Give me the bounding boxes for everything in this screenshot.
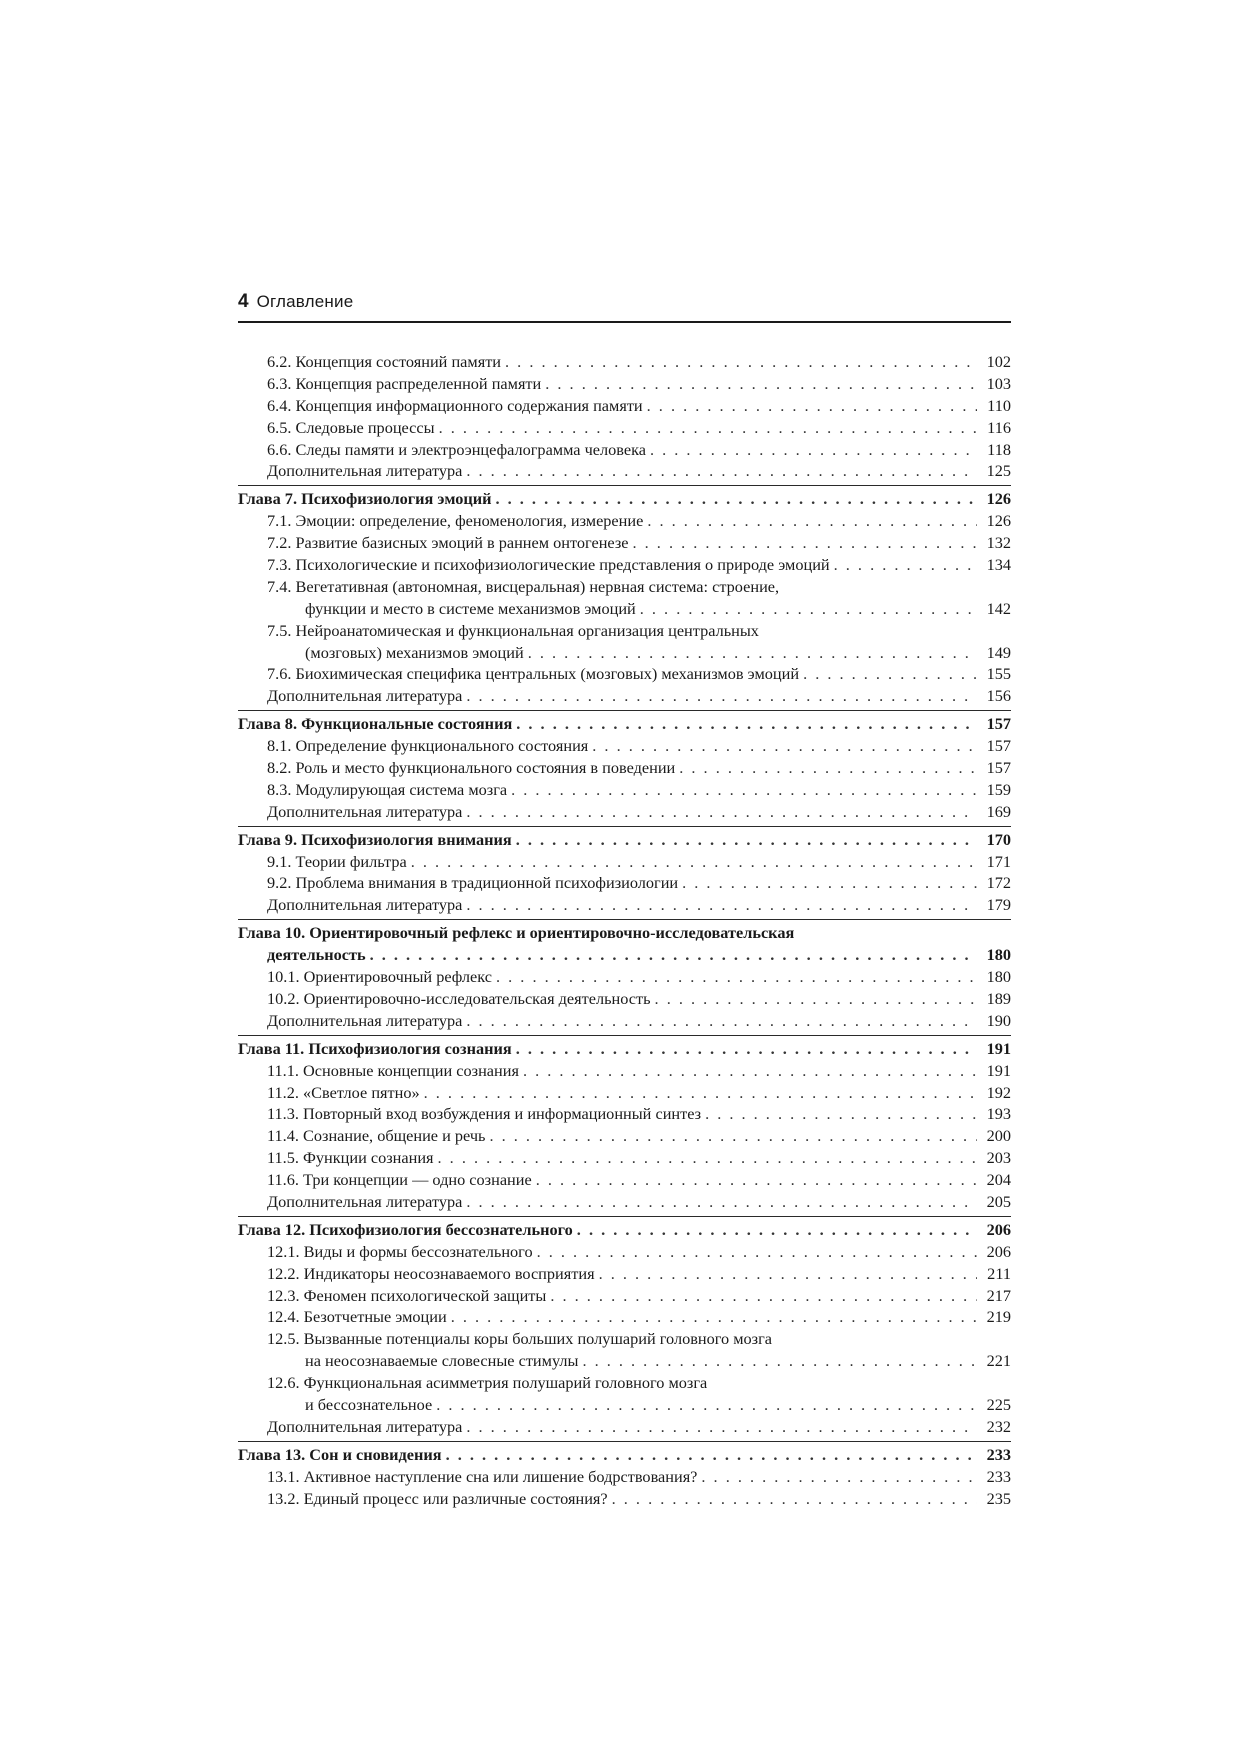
dot-leader	[682, 872, 977, 894]
toc-chapter-entry	[238, 713, 1011, 735]
toc-section	[238, 826, 1011, 917]
toc-entry-title: Дополнительная литература	[267, 1416, 463, 1436]
toc-entry	[238, 460, 1011, 482]
toc-entry-title: Дополнительная литература	[267, 895, 463, 915]
toc-entry-title: 12.2. Индикаторы неосознаваемого восприятия	[267, 1263, 595, 1283]
toc-entry-title: 11.5. Функции сознания	[267, 1148, 434, 1168]
dot-leader	[436, 1394, 977, 1416]
dot-leader	[424, 1082, 977, 1104]
toc-entry	[238, 1010, 1011, 1032]
toc-entry	[238, 966, 1011, 988]
toc-entry-title: Дополнительная литература	[267, 461, 463, 481]
toc-entry	[238, 417, 1011, 439]
toc-entry-title: функции и место в системе механизмов эмоций	[305, 598, 636, 618]
toc-entry-title: 9.1. Теории фильтра	[267, 851, 407, 871]
toc-entry	[238, 1372, 1011, 1394]
toc-entry-title: 12.3. Феномен психологической защиты	[267, 1285, 547, 1305]
toc-entry-title: 8.1. Определение функционального состояния	[267, 736, 589, 756]
dot-leader	[489, 1125, 977, 1147]
toc-entry	[238, 1488, 1011, 1510]
toc-entry	[238, 1350, 1011, 1372]
table-of-contents	[238, 351, 1011, 1509]
toc-page-number: 170	[986, 829, 1011, 849]
toc-entry	[238, 1125, 1011, 1147]
toc-entry-title: 11.2. «Светлое пятно»	[267, 1082, 420, 1102]
dot-leader	[496, 488, 978, 510]
toc-page-number: 232	[986, 1416, 1011, 1436]
toc-page-number: 217	[986, 1285, 1011, 1305]
dot-leader	[536, 1169, 977, 1191]
toc-page-number: 159	[986, 779, 1011, 799]
toc-section	[238, 1216, 1011, 1438]
toc-section	[238, 485, 1011, 707]
toc-page-number: 142	[986, 598, 1011, 618]
toc-page-number: 118	[987, 439, 1011, 459]
dot-leader	[647, 395, 977, 417]
toc-entry-title: 7.6. Биохимическая специфика центральных (мозговых) механизмов эмоций	[267, 664, 800, 684]
toc-entry	[238, 1147, 1011, 1169]
toc-entry	[238, 1285, 1011, 1307]
toc-entry	[238, 663, 1011, 685]
toc-page-number: 192	[986, 1082, 1011, 1102]
toc-entry	[238, 988, 1011, 1010]
toc-chapter-entry	[238, 944, 1011, 966]
dot-leader	[545, 373, 977, 395]
toc-section	[238, 919, 1011, 1031]
toc-page-number: 190	[986, 1010, 1011, 1030]
toc-page-number: 204	[986, 1170, 1011, 1190]
toc-entry-title: Дополнительная литература	[267, 1010, 463, 1030]
toc-page-number: 157	[986, 736, 1011, 756]
toc-entry-title: 13.1. Активное наступление сна или лишение бодрствования?	[267, 1466, 698, 1486]
toc-entry-title: 6.6. Следы памяти и электроэнцефалограмма человека	[267, 439, 646, 459]
toc-entry	[238, 757, 1011, 779]
toc-entry-title: Глава 13. Сон и сновидения	[238, 1444, 442, 1464]
toc-page-number: 149	[986, 642, 1011, 662]
toc-entry-title: 11.4. Сознание, общение и речь	[267, 1126, 486, 1146]
dot-leader	[451, 1306, 977, 1328]
dot-leader	[511, 779, 977, 801]
dot-leader	[466, 801, 977, 823]
dot-leader	[582, 1350, 977, 1372]
toc-page-number: 157	[986, 714, 1011, 734]
dot-leader	[438, 1147, 977, 1169]
dot-leader	[466, 1191, 977, 1213]
toc-page-number: 180	[986, 967, 1011, 987]
dot-leader	[411, 851, 977, 873]
toc-page-number: 205	[986, 1191, 1011, 1211]
dot-leader	[592, 735, 977, 757]
toc-page-number: 189	[986, 988, 1011, 1008]
dot-leader	[516, 829, 977, 851]
toc-entry	[238, 373, 1011, 395]
toc-entry-title: 11.6. Три концепции — одно сознание	[267, 1170, 532, 1190]
dot-leader	[370, 944, 977, 966]
dot-leader	[466, 685, 977, 707]
toc-entry-title: 8.3. Модулирующая система мозга	[267, 779, 508, 799]
toc-entry-title: на неосознаваемые словесные стимулы	[305, 1351, 579, 1371]
toc-entry-title: Дополнительная литература	[267, 801, 463, 821]
toc-entry-title: 7.5. Нейроанатомическая и функциональная организация центральных	[267, 620, 759, 640]
toc-entry	[238, 532, 1011, 554]
dot-leader	[523, 1060, 977, 1082]
toc-page-number: 116	[987, 417, 1011, 437]
toc-entry	[238, 620, 1011, 642]
toc-page-number: 200	[986, 1126, 1011, 1146]
dot-leader	[612, 1488, 977, 1510]
toc-page-number: 233	[986, 1444, 1011, 1464]
toc-entry-title: Глава 11. Психофизиология сознания	[238, 1038, 512, 1058]
toc-entry	[238, 1082, 1011, 1104]
toc-entry-title: 12.6. Функциональная асимметрия полушарий головного мозга	[267, 1373, 708, 1393]
toc-entry	[238, 735, 1011, 757]
dot-leader	[505, 351, 977, 373]
toc-entry	[238, 351, 1011, 373]
toc-page-number: 125	[986, 461, 1011, 481]
toc-entry	[238, 439, 1011, 461]
toc-page-number: 103	[986, 373, 1011, 393]
toc-entry-title: 13.2. Единый процесс или различные состояния?	[267, 1488, 608, 1508]
toc-entry	[238, 1241, 1011, 1263]
dot-leader	[633, 532, 977, 554]
toc-entry-title: Глава 7. Психофизиология эмоций	[238, 489, 492, 509]
toc-entry	[238, 1328, 1011, 1350]
toc-entry	[238, 1191, 1011, 1213]
dot-leader	[550, 1285, 977, 1307]
dot-leader	[701, 1466, 977, 1488]
toc-section	[238, 351, 1011, 482]
dot-leader	[466, 1416, 977, 1438]
toc-section	[238, 710, 1011, 822]
toc-page-number: 169	[986, 801, 1011, 821]
dot-leader	[516, 713, 977, 735]
dot-leader	[577, 1219, 977, 1241]
toc-page-number: 191	[986, 1038, 1011, 1058]
toc-entry-title: 7.3. Психологические и психофизиологические представления о природе эмоций	[267, 555, 830, 575]
toc-section	[238, 1441, 1011, 1510]
toc-page-number: 221	[986, 1351, 1011, 1371]
dot-leader	[466, 1010, 977, 1032]
toc-entry	[238, 1394, 1011, 1416]
toc-entry	[238, 779, 1011, 801]
toc-page-number: 211	[987, 1263, 1011, 1283]
running-head	[238, 291, 1011, 323]
dot-leader	[650, 439, 977, 461]
dot-leader	[599, 1263, 977, 1285]
dot-leader	[655, 988, 977, 1010]
toc-page-number: 157	[986, 758, 1011, 778]
toc-entry-title: и бессознательное	[305, 1394, 433, 1414]
toc-entry	[238, 1466, 1011, 1488]
toc-section	[238, 1035, 1011, 1213]
toc-page-number: 191	[986, 1060, 1011, 1080]
toc-page-number: 156	[986, 686, 1011, 706]
dot-leader	[537, 1241, 977, 1263]
toc-entry-title: 8.2. Роль и место функционального состояния в поведении	[267, 758, 676, 778]
dot-leader	[679, 757, 977, 779]
toc-entry-title: 7.4. Вегетативная (автономная, висцеральная) нервная система: строение,	[267, 576, 780, 596]
toc-page-number: 193	[986, 1104, 1011, 1124]
toc-entry	[238, 1060, 1011, 1082]
toc-page-number: 203	[986, 1148, 1011, 1168]
dot-leader	[466, 460, 977, 482]
toc-chapter-entry	[238, 1219, 1011, 1241]
toc-chapter-entry	[238, 922, 1011, 944]
toc-entry	[238, 554, 1011, 576]
toc-entry-title: Дополнительная литература	[267, 1191, 463, 1211]
toc-chapter-entry	[238, 488, 1011, 510]
toc-entry-title: 11.3. Повторный вход возбуждения и информационный синтез	[267, 1104, 702, 1124]
toc-page-number: 179	[986, 895, 1011, 915]
toc-entry	[238, 1169, 1011, 1191]
dot-leader	[439, 417, 977, 439]
toc-entry-title: 7.2. Развитие базисных эмоций в раннем онтогенезе	[267, 533, 629, 553]
toc-entry	[238, 1103, 1011, 1125]
toc-page-number: 126	[986, 511, 1011, 531]
toc-entry-title: 6.4. Концепция информационного содержания памяти	[267, 395, 643, 415]
toc-entry	[238, 1263, 1011, 1285]
toc-entry-title: 10.1. Ориентировочный рефлекс	[267, 967, 493, 987]
toc-entry-title: Глава 9. Психофизиология внимания	[238, 829, 512, 849]
toc-page-number: 102	[986, 352, 1011, 371]
toc-page-number: 233	[986, 1466, 1011, 1486]
toc-page-number: 126	[986, 489, 1011, 509]
toc-entry	[238, 642, 1011, 664]
toc-entry-title: Дополнительная литература	[267, 686, 463, 706]
toc-entry-title: Глава 8. Функциональные состояния	[238, 714, 513, 734]
toc-entry-title: 6.3. Концепция распределенной памяти	[267, 373, 542, 393]
toc-entry	[238, 510, 1011, 532]
toc-entry	[238, 395, 1011, 417]
toc-chapter-entry	[238, 1038, 1011, 1060]
toc-entry-title: Глава 10. Ориентировочный рефлекс и ориентировочно-исследовательская	[238, 923, 795, 943]
toc-entry-title: 7.1. Эмоции: определение, феноменология, измерение	[267, 511, 644, 531]
toc-page-number: 235	[986, 1488, 1011, 1508]
toc-entry	[238, 872, 1011, 894]
toc-page-number: 155	[986, 664, 1011, 684]
toc-page-number: 219	[986, 1307, 1011, 1327]
dot-leader	[496, 966, 977, 988]
toc-entry-title: 9.2. Проблема внимания в традиционной психофизиологии	[267, 873, 679, 893]
toc-entry	[238, 598, 1011, 620]
toc-entry-title: 12.4. Безотчетные эмоции	[267, 1307, 447, 1327]
toc-entry-title: 6.2. Концепция состояний памяти	[267, 352, 502, 371]
toc-page-number: 132	[986, 533, 1011, 553]
toc-entry-title: 10.2. Ориентировочно-исследовательская деятельность	[267, 988, 651, 1008]
toc-page-number: 180	[986, 945, 1011, 965]
toc-entry-title: (мозговых) механизмов эмоций	[305, 642, 524, 662]
dot-leader	[446, 1444, 977, 1466]
toc-entry-title: 12.1. Виды и формы бессознательного	[267, 1241, 533, 1261]
toc-entry	[238, 576, 1011, 598]
dot-leader	[705, 1103, 977, 1125]
toc-entry-title: 11.1. Основные концепции сознания	[267, 1060, 519, 1080]
toc-entry-title: 12.5. Вызванные потенциалы коры больших полушарий головного мозга	[267, 1329, 773, 1349]
dot-leader	[834, 554, 977, 576]
toc-entry-title: Глава 12. Психофизиология бессознательного	[238, 1219, 573, 1239]
dot-leader	[803, 663, 977, 685]
toc-page-number: 206	[986, 1241, 1011, 1261]
toc-chapter-entry	[238, 1444, 1011, 1466]
dot-leader	[647, 510, 977, 532]
toc-page-number: 206	[986, 1219, 1011, 1239]
running-head-title: Оглавление	[256, 292, 354, 311]
toc-entry	[238, 1306, 1011, 1328]
toc-page-number: 110	[987, 395, 1011, 415]
toc-entry	[238, 685, 1011, 707]
toc-page-number: 225	[986, 1394, 1011, 1414]
toc-entry	[238, 851, 1011, 873]
dot-leader	[516, 1038, 977, 1060]
toc-page-number: 171	[986, 851, 1011, 871]
dot-leader	[640, 598, 977, 620]
toc-entry-title: 6.5. Следовые процессы	[267, 417, 435, 437]
toc-entry	[238, 801, 1011, 823]
toc-page-number: 172	[986, 873, 1011, 893]
page-number: 4	[238, 291, 249, 312]
toc-entry	[238, 1416, 1011, 1438]
toc-entry-title: деятельность	[267, 945, 366, 965]
dot-leader	[528, 642, 977, 664]
toc-page-number: 134	[986, 555, 1011, 575]
toc-entry	[238, 894, 1011, 916]
dot-leader	[466, 894, 977, 916]
toc-chapter-entry	[238, 829, 1011, 851]
